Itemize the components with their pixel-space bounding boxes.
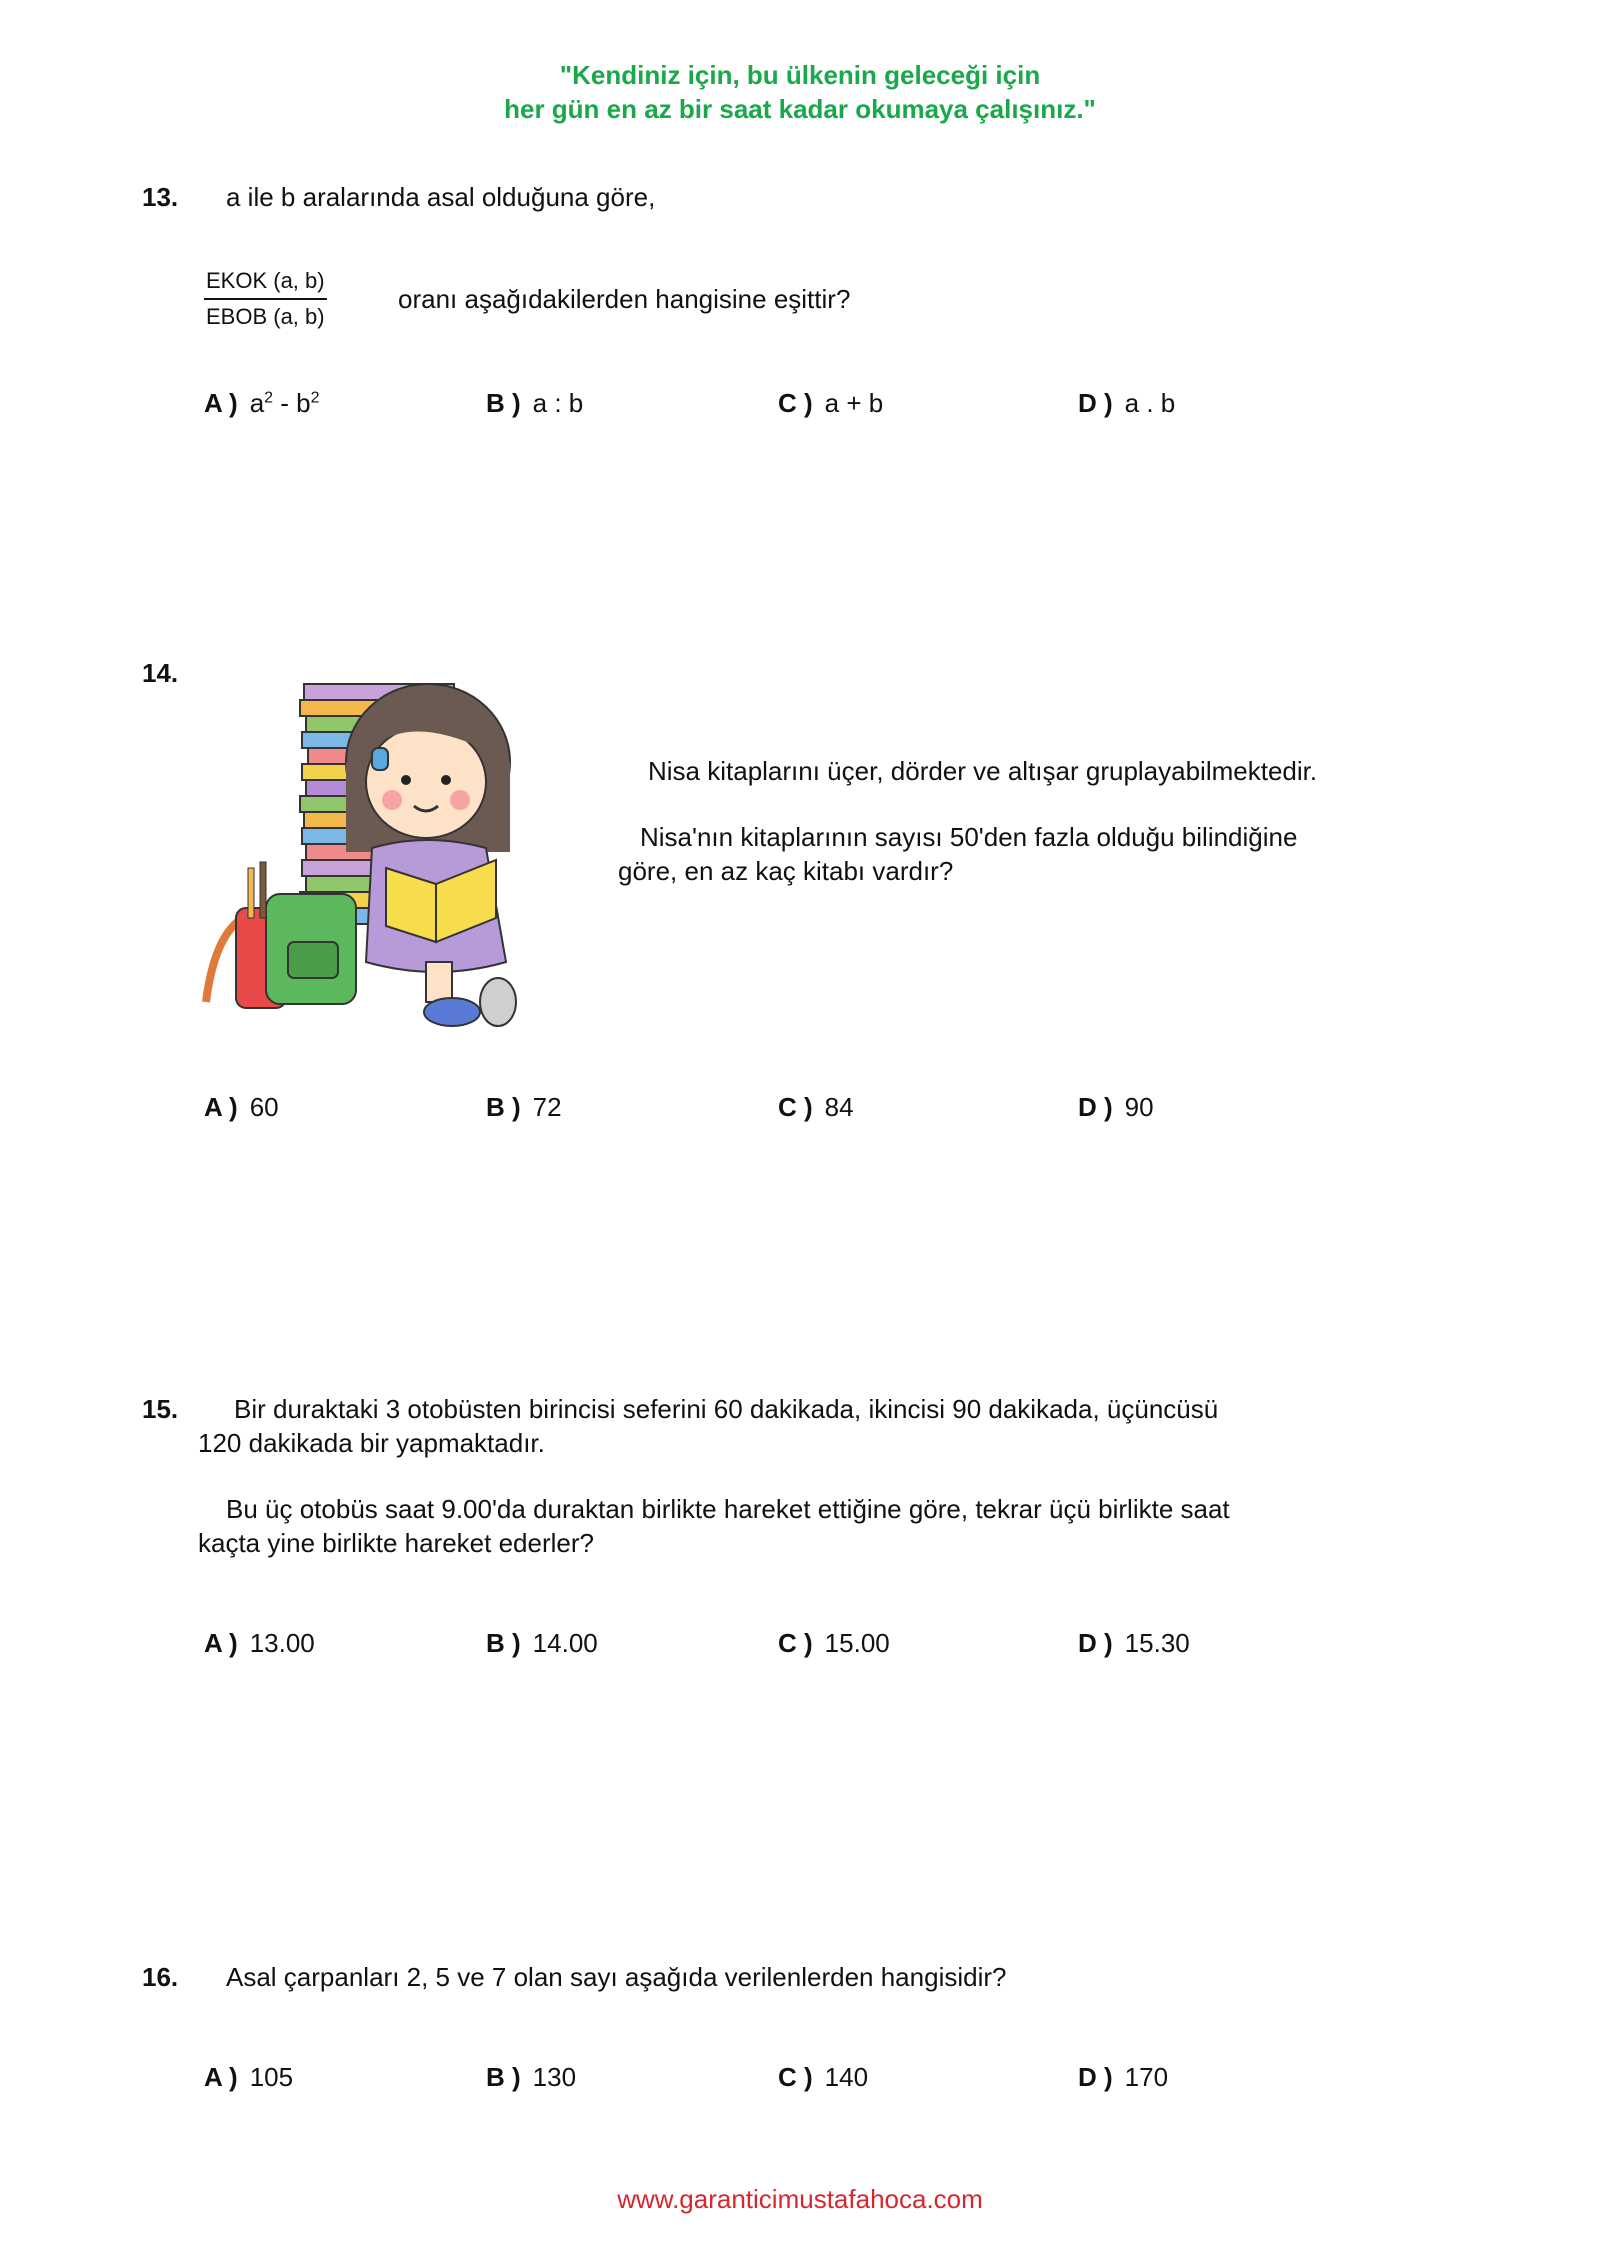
- option-label: C ): [778, 1092, 813, 1122]
- option-d[interactable]: [1078, 388, 1175, 419]
- option-value: 140: [824, 2062, 869, 2092]
- option-value: 72: [532, 1092, 562, 1122]
- option-value: a . b: [1124, 388, 1176, 418]
- question-text-line-4: kaçta yine birlikte hareket ederler?: [198, 1528, 594, 1558]
- fraction-denominator: EBOB (a, b): [206, 304, 325, 329]
- fraction-question-text: oranı aşağıdakilerden hangisine eşittir?: [398, 284, 851, 314]
- question-text-line-1: Nisa kitaplarını üçer, dörder ve altışar gruplayabilmektedir.: [648, 756, 1318, 786]
- option-value: $a^2 - b^2$: [249, 388, 320, 418]
- option-value: 90: [1124, 1092, 1154, 1122]
- option-label: D ): [1078, 388, 1113, 418]
- question-number: 14.: [142, 658, 179, 688]
- option-value: 14.00: [532, 1628, 598, 1658]
- option-value: a + b: [824, 388, 884, 418]
- option-b[interactable]: [486, 388, 583, 419]
- question-number: 13.: [142, 182, 179, 212]
- question-number: 15.: [142, 1394, 179, 1424]
- question-text-line-2: Nisa'nın kitaplarının sayısı 50'den fazla olduğu bilindiğine: [640, 822, 1298, 852]
- option-b[interactable]: [486, 1628, 598, 1659]
- option-b[interactable]: [486, 1092, 562, 1123]
- option-label: B ): [486, 2062, 521, 2092]
- option-c[interactable]: [778, 1092, 854, 1123]
- option-b[interactable]: [486, 2062, 576, 2093]
- option-label: A ): [204, 2062, 238, 2092]
- option-value: 15.30: [1124, 1628, 1190, 1658]
- question-text-line-2: 120 dakikada bir yapmaktadır.: [198, 1428, 545, 1458]
- option-d[interactable]: [1078, 1628, 1190, 1659]
- question-text: Asal çarpanları 2, 5 ve 7 olan sayı aşağıda verilenlerden hangisidir?: [226, 1962, 1007, 1992]
- option-label: A ): [204, 1092, 238, 1122]
- option-label: D ): [1078, 2062, 1113, 2092]
- option-a[interactable]: [204, 388, 320, 419]
- fraction-numerator: EKOK (a, b): [204, 268, 327, 300]
- question-number: 16.: [142, 1962, 179, 1992]
- option-c[interactable]: [778, 2062, 868, 2093]
- option-value: 105: [249, 2062, 294, 2092]
- option-value: 170: [1124, 2062, 1169, 2092]
- option-label: D ): [1078, 1628, 1113, 1658]
- option-label: B ): [486, 1628, 521, 1658]
- option-label: A ): [204, 1628, 238, 1658]
- option-a[interactable]: [204, 2062, 293, 2093]
- option-value: 60: [249, 1092, 279, 1122]
- motto-line-1: "Kendiniz için, bu ülkenin geleceği için: [559, 60, 1041, 90]
- footer-link[interactable]: www.garanticimustafahoca.com: [617, 2184, 983, 2214]
- option-a[interactable]: [204, 1092, 279, 1123]
- option-c[interactable]: [778, 1628, 890, 1659]
- option-label: B ): [486, 388, 521, 418]
- option-value: 84: [824, 1092, 854, 1122]
- motto-line-2: her gün en az bir saat kadar okumaya çalışınız.": [504, 94, 1096, 124]
- question-text-line-3: göre, en az kaç kitabı vardır?: [618, 856, 954, 886]
- option-label: B ): [486, 1092, 521, 1122]
- option-label: D ): [1078, 1092, 1113, 1122]
- option-a[interactable]: [204, 1628, 315, 1659]
- option-value: a : b: [532, 388, 584, 418]
- option-label: C ): [778, 1628, 813, 1658]
- option-value: 15.00: [824, 1628, 890, 1658]
- question-text: a ile b aralarında asal olduğuna göre,: [226, 182, 656, 212]
- question-text-line-1: Bir duraktaki 3 otobüsten birincisi seferini 60 dakikada, ikincisi 90 dakikada, üçüncüsü: [234, 1394, 1219, 1424]
- option-c[interactable]: [778, 388, 883, 419]
- girl-reading-book-icon: [196, 672, 556, 1032]
- question-text-line-3: Bu üç otobüs saat 9.00'da duraktan birlikte hareket ettiğine göre, tekrar üçü birlikte saat: [226, 1494, 1230, 1524]
- option-label: C ): [778, 388, 813, 418]
- option-d[interactable]: [1078, 1092, 1154, 1123]
- option-value: 130: [532, 2062, 577, 2092]
- option-value: 13.00: [249, 1628, 315, 1658]
- option-label: C ): [778, 2062, 813, 2092]
- option-label: A ): [204, 388, 238, 418]
- fraction: [204, 268, 327, 330]
- option-d[interactable]: [1078, 2062, 1168, 2093]
